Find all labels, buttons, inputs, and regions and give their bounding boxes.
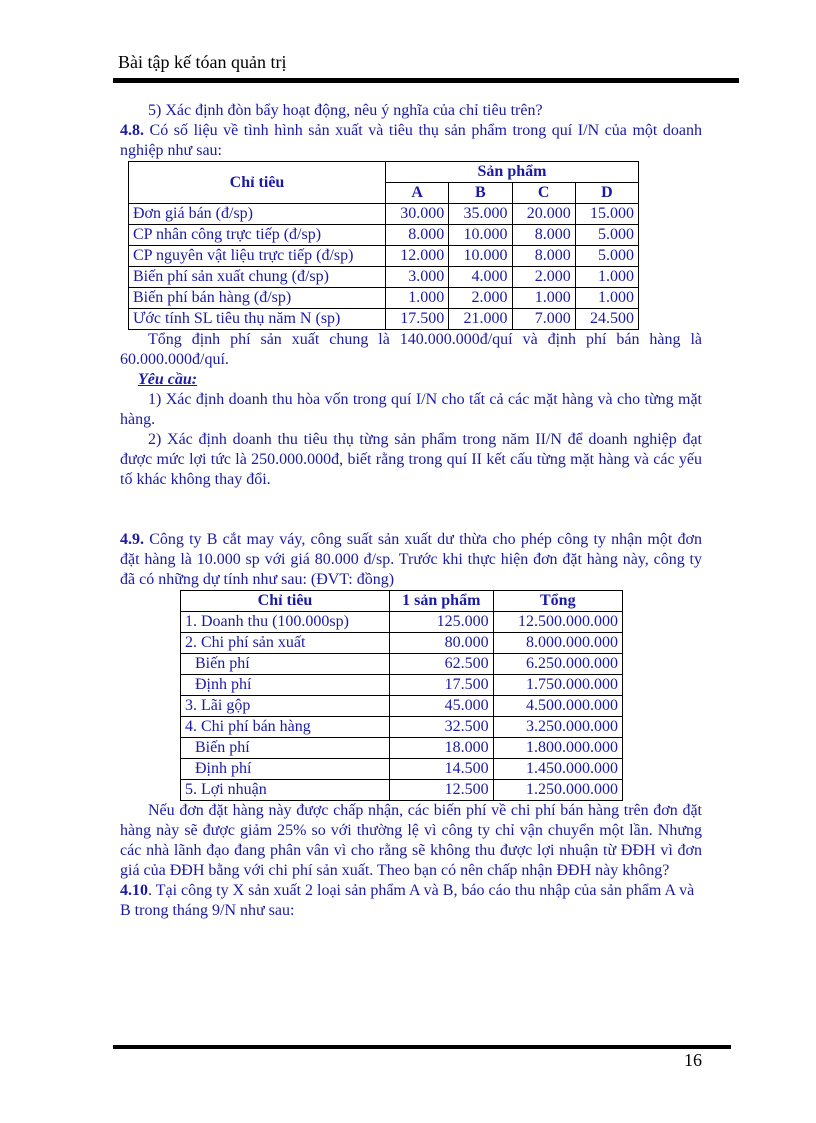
cell-value: 5.000	[575, 225, 638, 246]
ex410-intro-text: . Tại công ty X sản xuất 2 loại sản phẩm A và B, báo cáo thu nhập của sản phẩm A và B trong tháng 9/N như sau:	[120, 882, 695, 919]
cell-value: 10.000	[449, 225, 512, 246]
ex48-number: 4.8.	[120, 122, 144, 139]
table-row	[181, 633, 623, 654]
table-row	[181, 612, 623, 633]
cell-value: 2.000	[449, 288, 512, 309]
row-label: 5. Lợi nhuận	[181, 780, 390, 801]
cell-unit: 14.500	[390, 759, 494, 780]
row-label: Định phí	[181, 675, 390, 696]
table-row	[129, 309, 639, 330]
row-label: Ước tính SL tiêu thụ năm N (sp)	[129, 309, 386, 330]
cell-value: 1.000	[575, 267, 638, 288]
ex48-table	[128, 161, 639, 330]
table-row	[129, 204, 639, 225]
table-row	[181, 780, 623, 801]
ex410-number: 4.10	[120, 882, 148, 899]
ex48-req2: 2) Xác định doanh thu tiêu thụ từng sản phẩm trong năm II/N để doanh nghiệp đạt được mức lợi tức là 250.000.000đ, biết rằng trong quí II kết cấu từng mặt hàng và các yếu tố khác không thay đổi.	[120, 431, 702, 488]
prev-item-5: 5) Xác định đòn bẩy hoạt động, nêu ý nghĩa của chỉ tiêu trên?	[148, 102, 543, 119]
ex49-header-1: 1 sản phẩm	[390, 591, 494, 612]
cell-total: 4.500.000.000	[493, 696, 622, 717]
table-row	[129, 288, 639, 309]
footer-rule	[113, 1045, 731, 1049]
ex48-col-b: B	[449, 183, 512, 204]
row-label: Biến phí sản xuất chung (đ/sp)	[129, 267, 386, 288]
cell-unit: 12.500	[390, 780, 494, 801]
cell-total: 1.800.000.000	[493, 738, 622, 759]
ex48-requirement-label: Yêu cầu:	[138, 371, 198, 388]
header-rule	[113, 78, 739, 83]
cell-value: 8.000	[512, 225, 575, 246]
cell-value: 8.000	[512, 246, 575, 267]
table-row	[129, 246, 639, 267]
cell-unit: 45.000	[390, 696, 494, 717]
table-row	[129, 225, 639, 246]
ex48-head-san-pham: Sản phẩm	[386, 162, 639, 183]
cell-value: 1.000	[512, 288, 575, 309]
page-number: 16	[684, 1050, 702, 1070]
ex48-col-a: A	[386, 183, 449, 204]
ex49-header-0: Chỉ tiêu	[181, 591, 390, 612]
row-label: CP nhân công trực tiếp (đ/sp)	[129, 225, 386, 246]
table-row	[181, 696, 623, 717]
ex48-head-chi-tieu: Chỉ tiêu	[129, 162, 386, 204]
cell-value: 10.000	[449, 246, 512, 267]
cell-value: 20.000	[512, 204, 575, 225]
cell-unit: 32.500	[390, 717, 494, 738]
ex48-after: Tổng định phí sản xuất chung là 140.000.000đ/quí và định phí bán hàng là 60.000.000đ/quí.	[120, 331, 702, 368]
row-label: Biến phí	[181, 654, 390, 675]
table-row	[181, 717, 623, 738]
ex49-after: Nếu đơn đặt hàng này được chấp nhận, các biến phí về chi phí bán hàng trên đơn đặt hàng này sẽ được giảm 25% so với thường lệ vì công ty chỉ vận chuyển một lần. Nhưng các nhà lãnh đạo đang phân vân vì cho rằng sẽ không thu được lợi nhuận từ ĐĐH vì đơn giá của ĐĐH bằng với chi phí sản xuất. Theo bạn có nên chấp nhận ĐĐH này không?	[120, 802, 702, 879]
table-row	[181, 738, 623, 759]
cell-value: 7.000	[512, 309, 575, 330]
cell-total: 8.000.000.000	[493, 633, 622, 654]
cell-value: 17.500	[386, 309, 449, 330]
cell-unit: 17.500	[390, 675, 494, 696]
cell-value: 15.000	[575, 204, 638, 225]
page-content	[120, 101, 702, 921]
cell-value: 4.000	[449, 267, 512, 288]
cell-value: 3.000	[386, 267, 449, 288]
row-label: 3. Lãi gộp	[181, 696, 390, 717]
ex49-header-2: Tổng	[493, 591, 622, 612]
row-label: 4. Chi phí bán hàng	[181, 717, 390, 738]
row-label: CP nguyên vật liệu trực tiếp (đ/sp)	[129, 246, 386, 267]
ex48-col-d: D	[575, 183, 638, 204]
ex49-intro	[120, 530, 702, 590]
cell-total: 3.250.000.000	[493, 717, 622, 738]
row-label: Đơn giá bán (đ/sp)	[129, 204, 386, 225]
table-row	[129, 267, 639, 288]
cell-value: 30.000	[386, 204, 449, 225]
cell-total: 12.500.000.000	[493, 612, 622, 633]
cell-value: 12.000	[386, 246, 449, 267]
row-label: Định phí	[181, 759, 390, 780]
row-label: Biến phí	[181, 738, 390, 759]
cell-unit: 18.000	[390, 738, 494, 759]
cell-unit: 125.000	[390, 612, 494, 633]
cell-value: 8.000	[386, 225, 449, 246]
cell-total: 6.250.000.000	[493, 654, 622, 675]
row-label: 1. Doanh thu (100.000sp)	[181, 612, 390, 633]
cell-total: 1.250.000.000	[493, 780, 622, 801]
cell-value: 1.000	[575, 288, 638, 309]
ex48-intro	[120, 121, 702, 161]
cell-value: 24.500	[575, 309, 638, 330]
spacer	[120, 490, 702, 530]
ex49-intro-text: Công ty B cắt may váy, công suất sản xuất dư thừa cho phép công ty nhận một đơn đặt hàng là 10.000 sp với giá 80.000 đ/sp. Trước khi thực hiện đơn đặt hàng này, công ty đã có những dự tính như sau: (ĐVT: đồng)	[120, 531, 702, 588]
cell-value: 5.000	[575, 246, 638, 267]
table-row	[181, 675, 623, 696]
cell-value: 21.000	[449, 309, 512, 330]
cell-total: 1.750.000.000	[493, 675, 622, 696]
cell-value: 1.000	[386, 288, 449, 309]
ex48-intro-text: Có số liệu về tình hình sản xuất và tiêu thụ sản phẩm trong quí I/N của một doanh nghiệp như sau:	[120, 122, 702, 159]
table-row	[181, 759, 623, 780]
ex410-intro	[120, 881, 702, 921]
ex49-table	[180, 590, 623, 801]
ex49-number: 4.9.	[120, 531, 144, 548]
cell-value: 35.000	[449, 204, 512, 225]
cell-unit: 62.500	[390, 654, 494, 675]
row-label: 2. Chi phí sản xuất	[181, 633, 390, 654]
header-title: Bài tập kế tóan quản trị	[118, 52, 287, 72]
row-label: Biến phí bán hàng (đ/sp)	[129, 288, 386, 309]
ex48-req1: 1) Xác định doanh thu hòa vốn trong quí I/N cho tất cả các mặt hàng và cho từng mặt hàng.	[120, 391, 702, 428]
cell-unit: 80.000	[390, 633, 494, 654]
cell-value: 2.000	[512, 267, 575, 288]
table-row	[181, 654, 623, 675]
ex48-col-c: C	[512, 183, 575, 204]
cell-total: 1.450.000.000	[493, 759, 622, 780]
